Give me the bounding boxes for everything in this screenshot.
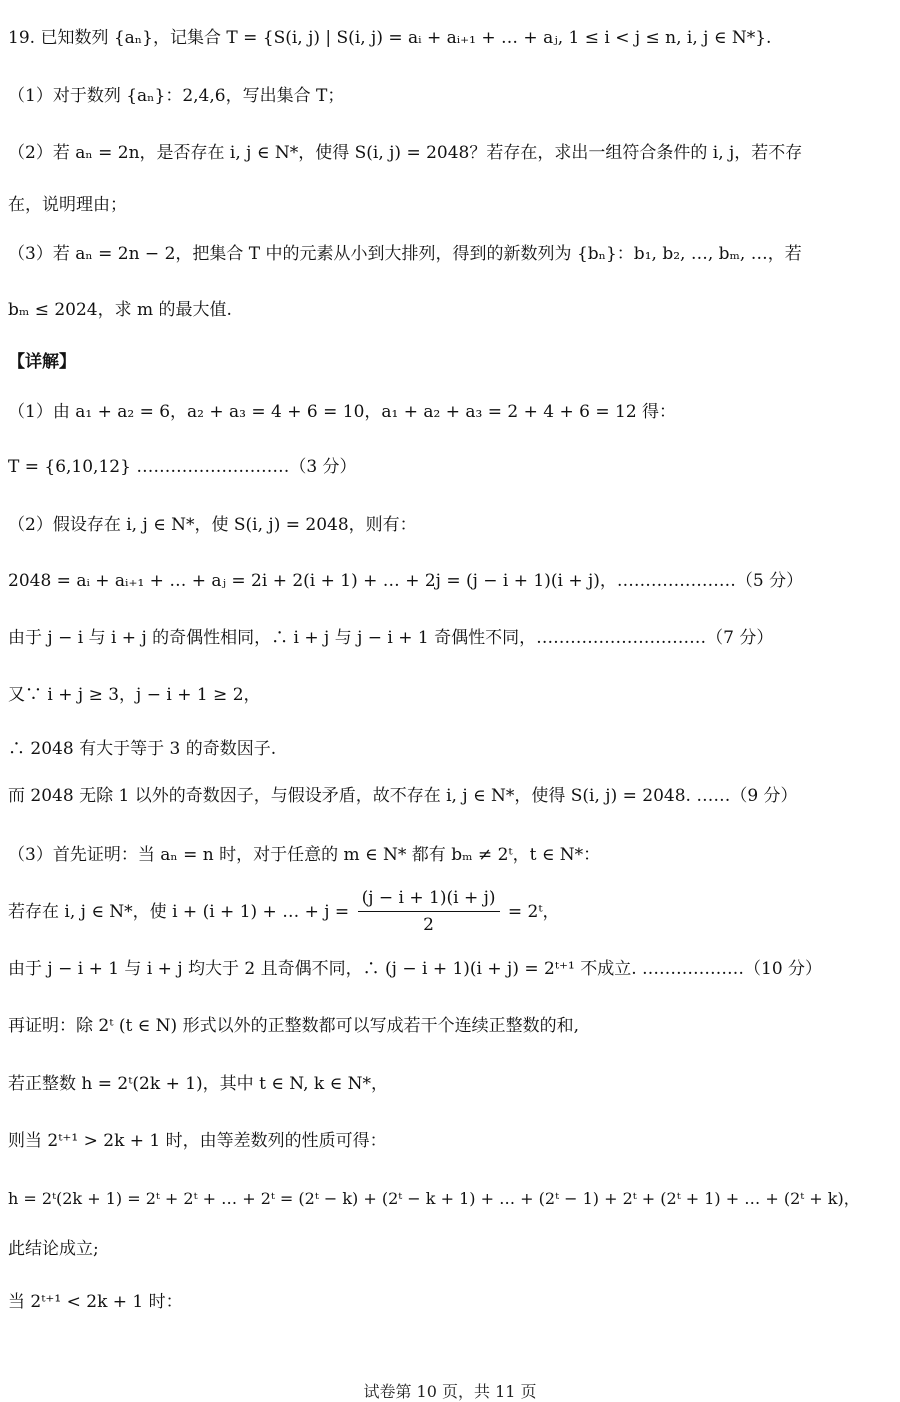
solution-part-2-line-1: （2）假设存在 i, j ∈ N*，使 S(i, j) = 2048，则有： [8, 515, 417, 535]
solution-part-2-line-5: ∴ 2048 有大于等于 3 的奇数因子. [8, 739, 277, 759]
problem-title: 19. 已知数列 {aₙ}，记集合 T = {S(i, j) | S(i, j) = aᵢ + aᵢ₊₁ + … + aⱼ, 1 ≤ i < j ≤ n, i, j ∈ N*}. [8, 28, 772, 48]
solution-part-3-fraction-line [8, 884, 890, 939]
solution-part-3-line-5: 若正整数 h = 2ᵗ(2k + 1)，其中 t ∈ N, k ∈ N*， [8, 1074, 388, 1094]
solution-part-2-line-3: 由于 j − i 与 i + j 的奇偶性相同，∴ i + j 与 j − i + 1 奇偶性不同，…………………………（7 分） [8, 628, 774, 648]
solution-part-3-line-7: h = 2ᵗ(2k + 1) = 2ᵗ + 2ᵗ + … + 2ᵗ = (2ᵗ − k) + (2ᵗ − k + 1) + … + (2ᵗ − 1) + 2ᵗ + (2ᵗ + 1) + … + (2ᵗ + k)， [8, 1189, 860, 1208]
fraction-line-prefix: 若存在 i, j ∈ N*，使 i + (i + 1) + … + j = [8, 901, 350, 922]
page-footer: 试卷第 10 页，共 11 页 [363, 1382, 537, 1401]
problem-part-3-line-1: （3）若 aₙ = 2n − 2，把集合 T 中的元素从小到大排列，得到的新数列为 {bₙ}：b₁, b₂, …, bₘ, …，若 [8, 244, 802, 264]
problem-part-1: （1）对于数列 {aₙ}：2,4,6，写出集合 T； [8, 86, 345, 106]
solution-part-2-line-2: 2048 = aᵢ + aᵢ₊₁ + … + aⱼ = 2i + 2(i + 1) + … + 2j = (j − i + 1)(i + j)，…………………（5 分） [8, 571, 804, 591]
solution-header: 【详解】 [8, 352, 76, 372]
solution-part-1-result: T = {6,10,12} ………………………（3 分） [8, 457, 357, 477]
solution-part-3-line-6: 则当 2ᵗ⁺¹ > 2k + 1 时，由等差数列的性质可得： [8, 1131, 387, 1151]
problem-part-2-line-1: （2）若 aₙ = 2n，是否存在 i, j ∈ N*，使得 S(i, j) = 2048？若存在，求出一组符合条件的 i, j，若不存 [8, 143, 803, 163]
solution-part-3-line-9: 当 2ᵗ⁺¹ < 2k + 1 时： [8, 1292, 183, 1312]
solution-part-2-line-4: 又∵ i + j ≥ 3，j − i + 1 ≥ 2， [8, 685, 261, 705]
fraction [358, 887, 500, 936]
problem-part-3-line-2: bₘ ≤ 2024，求 m 的最大值. [8, 300, 232, 320]
solution-part-2-line-6: 而 2048 无除 1 以外的奇数因子，与假设矛盾，故不存在 i, j ∈ N*，使得 S(i, j) = 2048. ……（9 分） [8, 786, 798, 806]
fraction-numerator: (j − i + 1)(i + j) [358, 887, 500, 912]
solution-part-3-line-1: （3）首先证明：当 aₙ = n 时，对于任意的 m ∈ N* 都有 bₘ ≠ 2ᵗ，t ∈ N*： [8, 845, 601, 865]
solution-part-3-line-4: 再证明：除 2ᵗ (t ∈ N) 形式以外的正整数都可以写成若干个连续正整数的和, [8, 1016, 579, 1036]
solution-part-3-line-8: 此结论成立; [8, 1239, 99, 1259]
problem-part-2-line-2: 在，说明理由； [8, 195, 127, 215]
fraction-line-suffix: = 2ᵗ， [507, 901, 560, 922]
solution-part-1-line-1: （1）由 a₁ + a₂ = 6，a₂ + a₃ = 4 + 6 = 10，a₁ + a₂ + a₃ = 2 + 4 + 6 = 12 得： [8, 402, 677, 422]
solution-part-3-line-3: 由于 j − i + 1 与 i + j 均大于 2 且奇偶不同，∴ (j − i + 1)(i + j) = 2ᵗ⁺¹ 不成立. ………………（10 分） [8, 959, 823, 979]
fraction-denominator: 2 [423, 915, 434, 935]
